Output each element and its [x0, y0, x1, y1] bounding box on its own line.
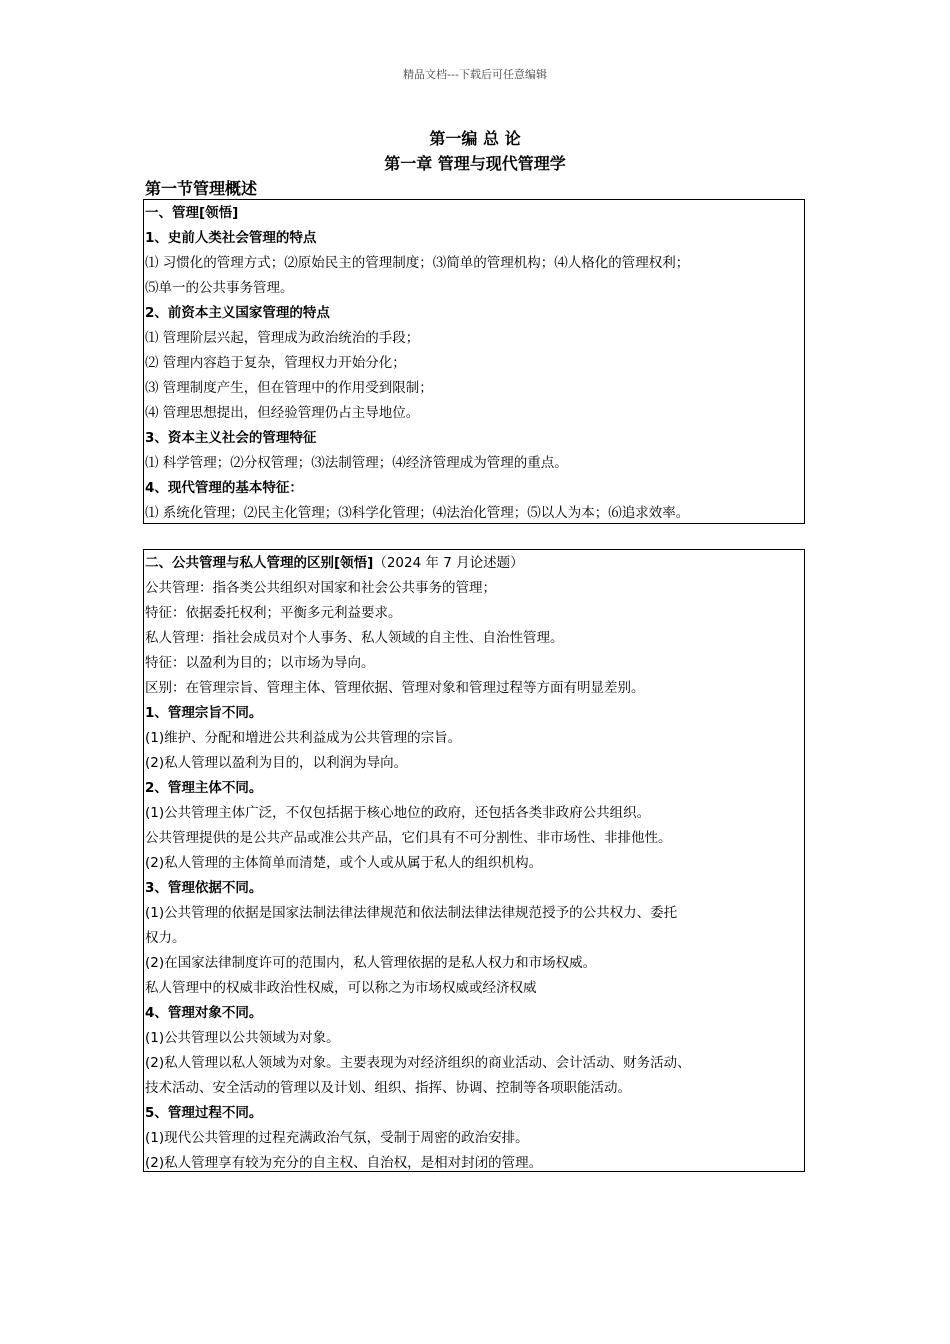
box1-line: ⑴ 系统化管理；⑵民主化管理；⑶科学化管理；⑷法治化管理；⑸以人为本；⑹追求效率。 — [145, 505, 690, 521]
box2-heading: 二、公共管理与私人管理的区别[领悟] — [145, 555, 374, 571]
section-title: 第一节管理概述 — [145, 179, 258, 198]
box2-subheading-5: 5、管理过程不同。 — [145, 1105, 263, 1121]
box2-line: (2)在国家法律制度许可的范围内，私人管理依据的是私人权力和市场权威。 — [145, 955, 597, 971]
box1-heading: 一、管理[领悟] — [145, 205, 239, 221]
box2-subheading-3: 3、管理依据不同。 — [145, 880, 263, 896]
box2-line: 公共管理提供的是公共产品或准公共产品，它们具有不可分割性、非市场性、非排他性。 — [145, 830, 672, 846]
box2-line: (1)现代公共管理的过程充满政治气氛，受制于周密的政治安排。 — [145, 1130, 529, 1146]
box1-line: ⑵ 管理内容趋于复杂，管理权力开始分化； — [145, 355, 406, 371]
box2-line: (1)公共管理主体广泛，不仅包括据于核心地位的政府，还包括各类非政府公共组织。 — [145, 805, 651, 821]
box2-subheading-4: 4、管理对象不同。 — [145, 1005, 263, 1021]
box2-line: (1)公共管理的依据是国家法制法律法律规范和依法制法律法律规范授予的公共权力、委托 — [145, 905, 678, 921]
box2-heading-line — [144, 551, 804, 576]
box2-line: 特征：依据委托权利；平衡多元利益要求。 — [145, 605, 402, 621]
page-header: 精品文档---下载后可任意编辑 — [403, 68, 547, 81]
box2-line: 区别：在管理宗旨、管理主体、管理依据、管理对象和管理过程等方面有明显差别。 — [145, 680, 645, 696]
public-vs-private-box — [143, 549, 805, 1172]
box1-line: ⑷ 管理思想提出，但经验管理仍占主导地位。 — [145, 405, 420, 421]
box2-line: 技术活动、安全活动的管理以及计划、组织、指挥、协调、控制等各项职能活动。 — [145, 1080, 631, 1096]
box1-line: ⑴ 习惯化的管理方式；⑵原始民主的管理制度；⑶简单的管理机构；⑷人格化的管理权利； — [145, 255, 690, 271]
box2-subheading-2: 2、管理主体不同。 — [145, 780, 263, 796]
box1-line: ⑸单一的公共事务管理。 — [145, 280, 294, 296]
box2-heading-note: （2024 年 7 月论述题） — [373, 555, 524, 571]
box1-subheading-4: 4、现代管理的基本特征： — [145, 480, 303, 496]
box2-line: (1)维护、分配和增进公共利益成为公共管理的宗旨。 — [145, 730, 462, 746]
box2-line: (2)私人管理的主体简单而清楚，或个人或从属于私人的组织机构。 — [145, 855, 543, 871]
box2-line: 公共管理：指各类公共组织对国家和社会公共事务的管理； — [145, 580, 496, 596]
box1-subheading-3: 3、资本主义社会的管理特征 — [145, 430, 317, 446]
box2-line: 权力。 — [145, 930, 186, 946]
box2-line: (1)公共管理以公共领域为对象。 — [145, 1030, 340, 1046]
box2-line: 私人管理中的权威非政治性权威，可以称之为市场权威或经济权威 — [145, 980, 537, 996]
box2-line: (2)私人管理以私人领域为对象。主要表现为对经济组织的商业活动、会计活动、财务活动、 — [145, 1055, 691, 1071]
box1-subheading-1: 1、史前人类社会管理的特点 — [145, 230, 317, 246]
box1-line: ⑴ 管理阶层兴起，管理成为政治统治的手段； — [145, 330, 420, 346]
chapter-title: 第一章 管理与现代管理学 — [384, 154, 566, 173]
box1-line: ⑴ 科学管理；⑵分权管理；⑶法制管理；⑷经济管理成为管理的重点。 — [145, 455, 568, 471]
box1-subheading-2: 2、前资本主义国家管理的特点 — [145, 305, 330, 321]
box2-subheading-1: 1、管理宗旨不同。 — [145, 705, 263, 721]
part-title: 第一编 总 论 — [429, 129, 521, 148]
box2-line: 私人管理：指社会成员对个人事务、私人领域的自主性、自治性管理。 — [145, 630, 564, 646]
box2-line: 特征：以盈利为目的；以市场为导向。 — [145, 655, 375, 671]
box2-line: (2)私人管理以盈利为目的，以利润为导向。 — [145, 755, 408, 771]
management-overview-box — [143, 199, 805, 524]
box2-line: (2)私人管理享有较为充分的自主权、自治权，是相对封闭的管理。 — [145, 1155, 543, 1171]
box1-line: ⑶ 管理制度产生，但在管理中的作用受到限制； — [145, 380, 433, 396]
